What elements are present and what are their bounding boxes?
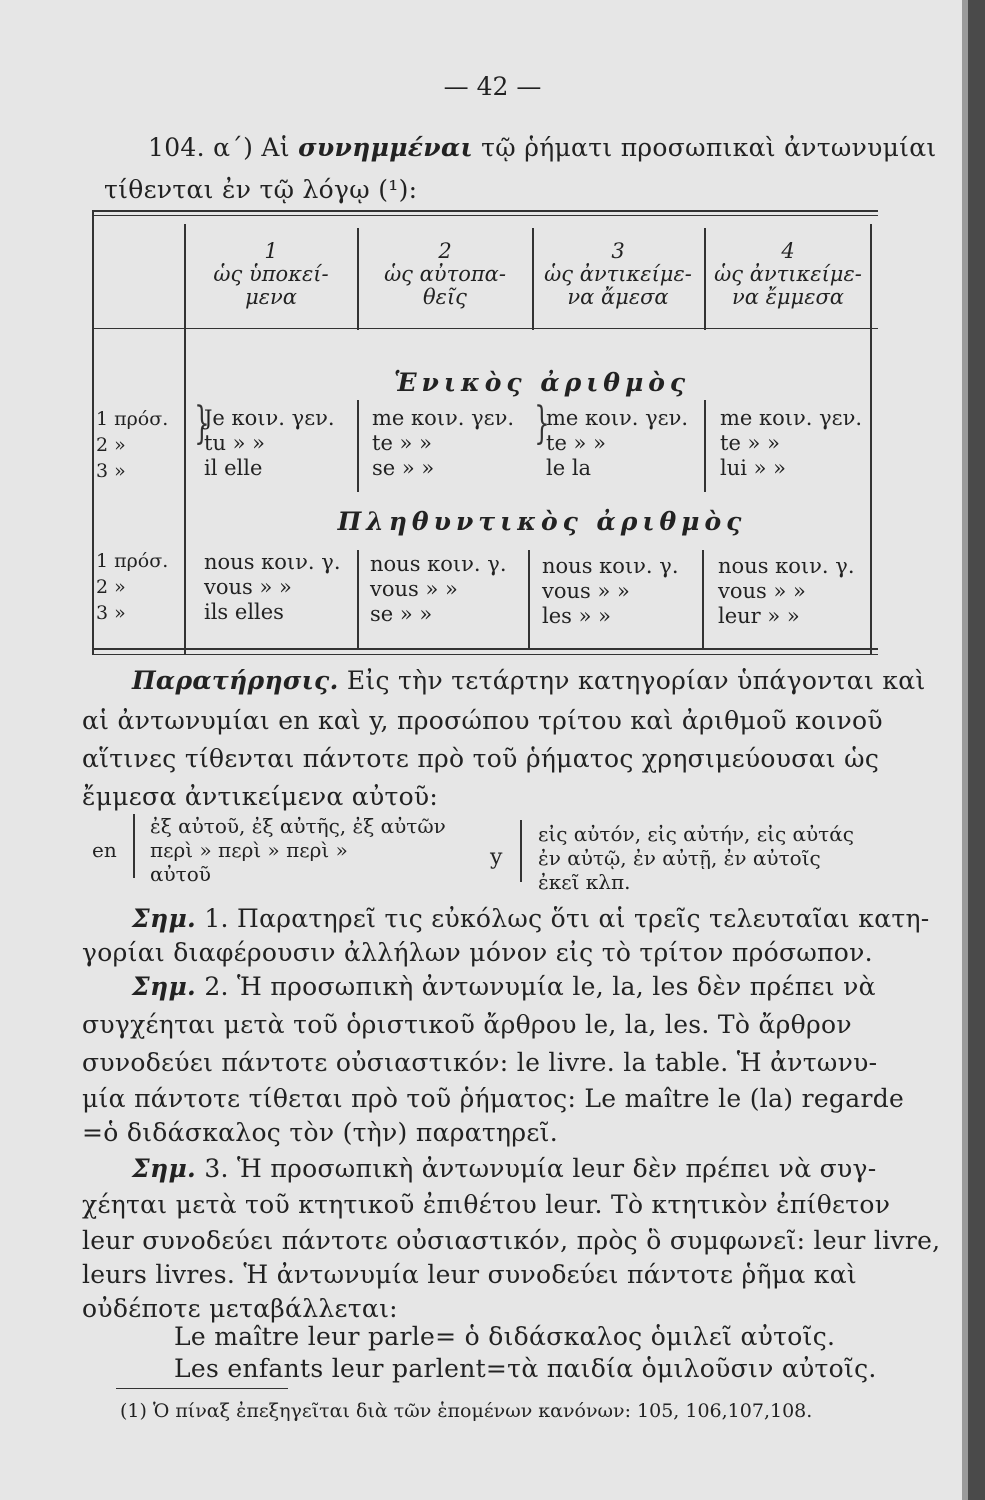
singular-persons — [96, 406, 168, 484]
intro-bold-term: συνημμέναι — [298, 133, 473, 162]
table-top-rule-2 — [92, 215, 878, 216]
plural-col-2-row-1: nous κοιν. γ. — [370, 552, 507, 576]
plural-person-3: 3 » — [96, 602, 126, 624]
book-gutter — [968, 0, 985, 1500]
intro-line-2: τίθενται ἐν τῷ λόγῳ (¹): — [104, 175, 418, 204]
table-col-rule-2b — [357, 400, 359, 492]
table-col-rule-4b — [704, 400, 706, 492]
singular-col-4-row-3: lui » » — [720, 456, 787, 480]
table-col-rule-2c — [357, 550, 359, 648]
header-col-3-line2: να ἄμεσα — [567, 285, 669, 309]
pronoun-table — [92, 210, 878, 658]
header-col-2-num: 2 — [438, 239, 452, 263]
singular-col-1-row-1: Je κοιν. γεν. — [204, 406, 335, 430]
plural-col-3-row-1: nous κοιν. γ. — [542, 554, 679, 578]
plural-col-4-row-1: nous κοιν. γ. — [718, 554, 855, 578]
en-line-1: ἐξ αὐτοῦ, ἐξ αὐτῆς, ἐξ αὐτῶν — [150, 814, 446, 838]
singular-col-3-row-1: me κοιν. γεν. — [546, 406, 689, 430]
note-1-label: Σημ. — [132, 904, 197, 933]
intro-pre: 104. α΄) Αἱ — [148, 133, 290, 162]
note-2-line-1 — [132, 972, 876, 1001]
header-col-4-line2: να ἔμμεσα — [732, 285, 844, 309]
plural-col-1-row-3: ils elles — [204, 600, 284, 624]
plural-col-1 — [204, 550, 341, 625]
singular-col-1 — [204, 406, 335, 481]
table-left-rule — [92, 210, 94, 655]
en-label: en — [92, 838, 117, 862]
en-line-3: αὐτοῦ — [150, 862, 211, 886]
plural-persons — [96, 548, 168, 626]
plural-col-4 — [718, 554, 855, 629]
example-1: Le maître leur parle= ὁ διδάσκαλος ὁμιλεῖ αὐτοῖς. — [174, 1322, 836, 1351]
y-line-1: εἰς αὐτόν, εἰς αὐτήν, εἰς αὐτάς — [538, 822, 854, 846]
observation-line-2: αἱ ἀντωνυμίαι en καὶ y, προσώπου τρίτου καὶ ἀριθμοῦ κοινοῦ — [82, 706, 883, 735]
plural-title: Πληθυντικὸς ἀριθμὸς — [337, 507, 747, 536]
table-bottom-rule — [92, 648, 878, 650]
intro-post: τῷ ῥήματι προσωπικαὶ ἀντωνυμίαι — [481, 133, 937, 162]
header-col-1 — [187, 240, 355, 309]
note-3-line-3: leur συνοδεύει πάντοτε οὐσιαστικόν, πρὸς ὃ συμφωνεῖ: leur livre, — [82, 1226, 941, 1255]
note-2-text-1: 2. Ἡ προσωπικὴ ἀντωνυμία le, la, les δὲν πρέπει νὰ — [204, 972, 876, 1001]
singular-col-1-row-2: tu » » — [204, 431, 266, 455]
header-col-1-num: 1 — [264, 239, 278, 263]
observation-label: Παρατήρησις. — [132, 666, 339, 695]
plural-col-4-row-3: leur » » — [718, 604, 800, 628]
table-header-rule — [92, 328, 878, 329]
en-line-2: περὶ » περὶ » περὶ » — [150, 838, 348, 862]
en-lines — [150, 814, 446, 886]
plural-col-2-row-2: vous » » — [370, 577, 458, 601]
y-label: y — [490, 845, 503, 870]
header-col-3-num: 3 — [611, 239, 625, 263]
singular-col-2 — [372, 406, 514, 481]
singular-brace-3: } — [534, 398, 550, 449]
table-top-rule — [92, 210, 878, 212]
plural-col-4-row-2: vous » » — [718, 579, 806, 603]
y-line-3: ἐκεῖ κλπ. — [538, 870, 631, 894]
plural-col-3 — [542, 554, 679, 629]
observation-line-1 — [132, 666, 926, 695]
intro-line-1 — [148, 133, 937, 162]
header-col-2-line2: θεῖς — [423, 285, 467, 309]
singular-col-4-row-1: me κοιν. γεν. — [720, 406, 863, 430]
plural-col-3-row-2: vous » » — [542, 579, 630, 603]
footnote-rule — [116, 1388, 288, 1389]
singular-col-2-row-2: te » » — [372, 431, 432, 455]
note-3-line-2: χέηται μετὰ τοῦ κτητικοῦ ἐπιθέτου leur. Τὸ κτητικὸν ἐπίθετον — [82, 1190, 891, 1219]
header-col-2-line1: ὡς αὐτοπα- — [384, 262, 506, 286]
singular-col-4 — [720, 406, 862, 481]
note-2-line-2: συγχέηται μετὰ τοῦ ὁριστικοῦ ἄρθρου le, la, les. Τὸ ἄρθρον — [82, 1010, 852, 1039]
example-2: Les enfants leur parlent=τὰ παιδία ὁμιλοῦσιν αὐτοῖς. — [174, 1354, 877, 1383]
table-col-rule-1 — [184, 224, 186, 654]
observation-line-4: ἔμμεσα ἀντικείμενα αὐτοῦ: — [82, 782, 439, 811]
note-1-text-1: 1. Παρατηρεῖ τις εὐκόλως ὅτι αἱ τρεῖς τελευταῖαι κατη- — [204, 904, 930, 933]
header-col-4-num: 4 — [781, 239, 795, 263]
header-col-4-line1: ὡς ἀντικείμε- — [714, 262, 862, 286]
plural-col-3-row-3: les » » — [542, 604, 611, 628]
plural-col-1-row-2: vous » » — [204, 575, 292, 599]
singular-col-3 — [546, 406, 688, 481]
table-col-rule-3c — [528, 550, 530, 648]
page-number: — 42 — — [443, 72, 542, 101]
note-3-line-4: leurs livres. Ἡ ἀντωνυμία leur συνοδεύει πάντοτε ῥῆμα καὶ — [82, 1260, 858, 1289]
table-right-rule — [870, 224, 872, 654]
header-col-3-line1: ὡς ἀντικείμε- — [544, 262, 692, 286]
note-3-label: Σημ. — [132, 1154, 197, 1183]
header-col-4 — [706, 240, 870, 309]
singular-person-2: 2 » — [96, 434, 126, 456]
singular-person-1: 1 πρόσ. — [96, 408, 169, 430]
note-3-text-1: 3. Ἡ προσωπικὴ ἀντωνυμία leur δὲν πρέπει νὰ συγ- — [204, 1154, 877, 1183]
table-bottom-rule-2 — [92, 654, 878, 655]
plural-col-1-row-1: nous κοιν. γ. — [204, 550, 341, 574]
note-2-line-4: μία πάντοτε τίθεται πρὸ τοῦ ῥήματος: Le maître le (la) regarde — [82, 1084, 905, 1113]
header-col-3 — [534, 240, 702, 309]
en-divider — [133, 814, 135, 878]
singular-col-2-row-3: se » » — [372, 456, 435, 480]
observation-line-3: αἵτινες τίθενται πάντοτε πρὸ τοῦ ῥήματος χρησιμεύουσαι ὡς — [82, 744, 880, 773]
singular-col-1-row-3: il elle — [204, 456, 263, 480]
singular-col-3-row-3: le la — [546, 456, 592, 480]
observation-text-1: Εἰς τὴν τετάρτην κατηγορίαν ὑπάγονται καὶ — [346, 666, 926, 695]
header-col-2 — [360, 240, 530, 309]
singular-col-3-row-2: te » » — [546, 431, 606, 455]
plural-col-2 — [370, 552, 507, 627]
note-2-line-5: =ὁ διδάσκαλος τὸν (τὴν) παρατηρεῖ. — [82, 1118, 558, 1147]
header-col-1-line2: μενα — [245, 285, 297, 309]
y-divider — [520, 820, 522, 882]
singular-brace-1: } — [194, 398, 210, 449]
header-col-1-line1: ὡς ὑποκεί- — [213, 262, 329, 286]
y-lines — [538, 822, 854, 894]
note-2-label: Σημ. — [132, 972, 197, 1001]
plural-person-2: 2 » — [96, 576, 126, 598]
singular-col-4-row-2: te » » — [720, 431, 780, 455]
note-2-line-3: συνοδεύει πάντοτε οὐσιαστικόν: le livre. la table. Ἡ ἀντωνυ- — [82, 1048, 878, 1077]
singular-person-3: 3 » — [96, 460, 126, 482]
note-1-line-2: γορίαι διαφέρουσιν ἀλλήλων μόνον εἰς τὸ τρίτον πρόσωπον. — [82, 938, 873, 967]
note-1-line-1 — [132, 904, 930, 933]
plural-person-1: 1 πρόσ. — [96, 550, 169, 572]
table-col-rule-2a — [357, 228, 359, 330]
plural-col-2-row-3: se » » — [370, 602, 433, 626]
singular-col-2-row-1: me κοιν. γεν. — [372, 406, 515, 430]
footnote: (1) Ὁ πίναξ ἐπεξηγεῖται διὰ τῶν ἑπομένων κανόνων: 105, 106,107,108. — [120, 1400, 813, 1422]
note-3-line-5: οὐδέποτε μεταβάλλεται: — [82, 1294, 398, 1323]
table-col-rule-4c — [702, 550, 704, 648]
singular-title: Ἑνικὸς ἀριθμὸς — [393, 368, 691, 397]
y-line-2: ἐν αὐτῷ, ἐν αὐτῇ, ἐν αὐτοῖς — [538, 846, 821, 870]
note-3-line-1 — [132, 1154, 877, 1183]
